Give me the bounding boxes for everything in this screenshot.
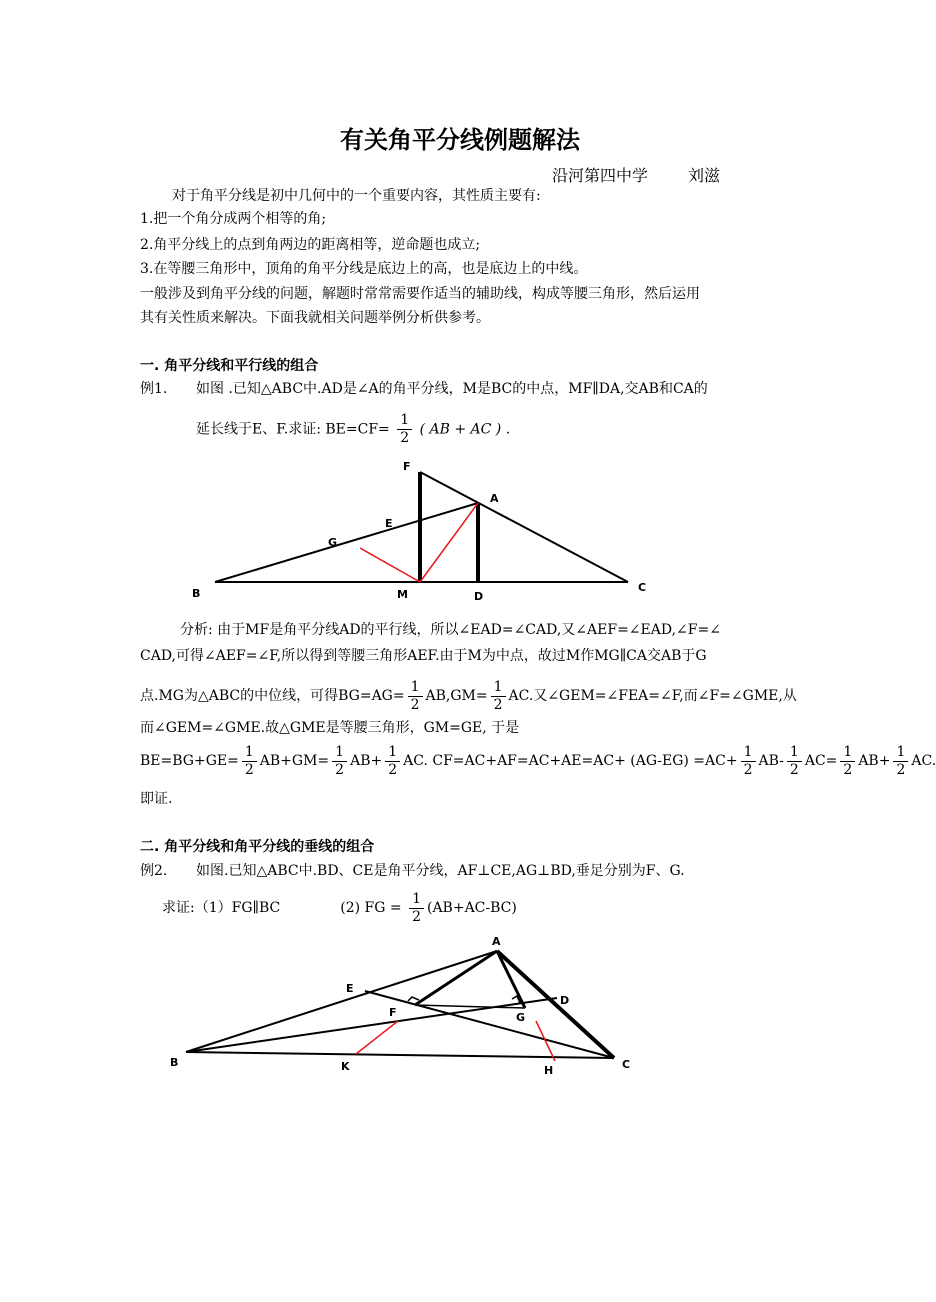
fraction-denominator: 2	[843, 761, 853, 778]
eq-part-e: AB-	[758, 753, 784, 769]
example1-line1: 如图 .已知△ABC中.AD是∠A的角平分线，M是BC的中点，MF∥DA,交AB和CA的	[196, 381, 708, 397]
label-g: G	[516, 1011, 526, 1024]
intro-closing-1: 一般涉及到角平分线的问题，解题时常常需要作适当的辅助线，构成等腰三角形，然后运用	[140, 286, 700, 302]
analysis-line3-a: 点.MG为△ABC的中位线，可得BG=AG=	[140, 688, 405, 704]
fraction-half	[893, 744, 908, 779]
label-a: A	[490, 492, 499, 505]
line-mg-aux	[360, 548, 420, 582]
analysis-line3-b: AB,GM=	[425, 688, 488, 704]
fraction-numerator: 1	[893, 744, 908, 762]
fraction-denominator: 2	[412, 908, 421, 925]
label-a: A	[492, 935, 501, 948]
line-ma-aux	[420, 503, 478, 582]
line-bd	[186, 998, 557, 1052]
author-line	[552, 163, 720, 186]
line-ba	[215, 503, 478, 582]
section2-heading: 二. 角平分线和角平分线的垂线的组合	[140, 839, 375, 855]
example1-line2-pre: 延长线于E、F.求证: BE=CF=	[196, 421, 390, 438]
fraction-half	[409, 891, 424, 926]
conclusion: 即证.	[140, 791, 173, 807]
fraction-denominator: 2	[410, 696, 420, 713]
label-k: K	[341, 1060, 350, 1073]
fraction-denominator: 2	[335, 761, 345, 778]
intro-closing-2: 其有关性质来解决。下面我就相关问题举例分析供参考。	[140, 310, 490, 326]
prove-part-2-pre: (2) FG =	[340, 900, 402, 916]
fraction-half	[385, 744, 400, 779]
prove-part-2-post: (AB+AC-BC)	[426, 900, 517, 916]
line-bc	[186, 1052, 614, 1058]
label-e: E	[346, 982, 354, 995]
label-c: C	[638, 581, 647, 594]
example1-line2-post: ( AB + AC ) .	[419, 421, 511, 438]
fraction-denominator: 2	[400, 430, 410, 446]
label-m: M	[397, 588, 408, 601]
eq-part-h: AC.	[911, 753, 936, 769]
eq-part-g: AB+	[858, 753, 891, 769]
fraction-denominator: 2	[743, 761, 753, 778]
analysis-line2: CAD,可得∠AEF=∠F,所以得到等腰三角形AEF.由于M为中点，故过M作MG∥CA交AB于G	[140, 648, 707, 664]
fraction-numerator: 1	[242, 744, 257, 762]
label-c: C	[622, 1058, 631, 1071]
prove-part-1: 求证:（1）FG∥BC	[162, 900, 281, 916]
label-f: F	[403, 460, 411, 473]
eq-part-b: AB+GM=	[259, 753, 330, 769]
example2-prove	[162, 888, 517, 928]
fraction-numerator: 1	[491, 679, 506, 697]
fraction-numerator: 1	[787, 744, 802, 762]
fraction-half	[332, 744, 347, 779]
analysis-line3-c: AC.又∠GEM=∠FEA=∠F,而∠F=∠GME,从	[508, 688, 797, 704]
fraction-denominator: 2	[493, 696, 503, 713]
right-angle-mark-f	[408, 997, 419, 1001]
line-af	[415, 951, 497, 1005]
author-school: 沿河第四中学	[552, 166, 649, 185]
line-ag	[497, 951, 525, 1008]
figure-example2	[160, 932, 650, 1082]
fraction-half	[408, 679, 423, 714]
eq-part-f: AC=	[804, 753, 838, 769]
figure-example1	[180, 455, 660, 605]
label-g: G	[328, 536, 338, 549]
fraction-numerator: 1	[408, 679, 423, 697]
intro-item-2: 2.角平分线上的点到角两边的距离相等，逆命题也成立;	[140, 237, 481, 253]
analysis-line4: 而∠GEM=∠GME.故△GME是等腰三角形，GM=GE, 于是	[140, 720, 520, 736]
intro-item-3: 3.在等腰三角形中，顶角的角平分线是底边上的高，也是底边上的中线。	[140, 261, 588, 277]
fraction-numerator: 1	[397, 412, 412, 430]
fraction-numerator: 1	[332, 744, 347, 762]
label-b: B	[192, 587, 201, 600]
fraction-denominator: 2	[244, 761, 254, 778]
eq-part-a: BE=BG+GE=	[140, 753, 239, 769]
fraction-numerator: 1	[409, 891, 424, 909]
analysis-line1: 分析: 由于MF是角平分线AD的平行线，所以∠EAD=∠CAD,又∠AEF=∠EAD,∠F=∠	[180, 622, 721, 638]
line-ab	[186, 951, 497, 1052]
intro-lead: 对于角平分线是初中几何中的一个重要内容，其性质主要有:	[172, 188, 541, 204]
label-d: D	[560, 994, 570, 1007]
eq-part-d: AC. CF=AC+AF=AC+AE=AC+ (AG-EG) =AC+	[403, 753, 738, 769]
example1-label: 例1.	[140, 381, 168, 397]
intro-item-1: 1.把一个角分成两个相等的角;	[140, 211, 327, 227]
eq-part-c: AB+	[350, 753, 383, 769]
fraction-half	[242, 744, 257, 779]
label-d: D	[474, 590, 484, 603]
fraction-half	[397, 412, 412, 447]
fraction-numerator: 1	[385, 744, 400, 762]
fraction-half	[491, 679, 506, 714]
fraction-numerator: 1	[840, 744, 855, 762]
example2-line1: 如图.已知△ABC中.BD、CE是角平分线，AF⊥CE,AG⊥BD,垂足分别为F、G.	[196, 863, 685, 879]
section1-heading: 一. 角平分线和平行线的组合	[140, 358, 319, 374]
fraction-half	[787, 744, 802, 779]
example2-label: 例2.	[140, 863, 168, 879]
label-b: B	[170, 1056, 179, 1069]
label-e: E	[385, 517, 393, 530]
equation-line	[140, 737, 936, 785]
fraction-half	[840, 744, 855, 779]
label-f: F	[389, 1006, 397, 1019]
analysis-line3	[140, 672, 797, 720]
fraction-denominator: 2	[896, 761, 906, 778]
fraction-denominator: 2	[388, 761, 398, 778]
example1-line2	[196, 412, 510, 447]
author-name: 刘滋	[688, 166, 721, 185]
fraction-half	[741, 744, 756, 779]
line-fc	[420, 472, 628, 582]
fraction-denominator: 2	[789, 761, 799, 778]
page-title: 有关角平分线例题解法	[340, 126, 580, 154]
fraction-numerator: 1	[741, 744, 756, 762]
label-h: H	[544, 1064, 554, 1077]
